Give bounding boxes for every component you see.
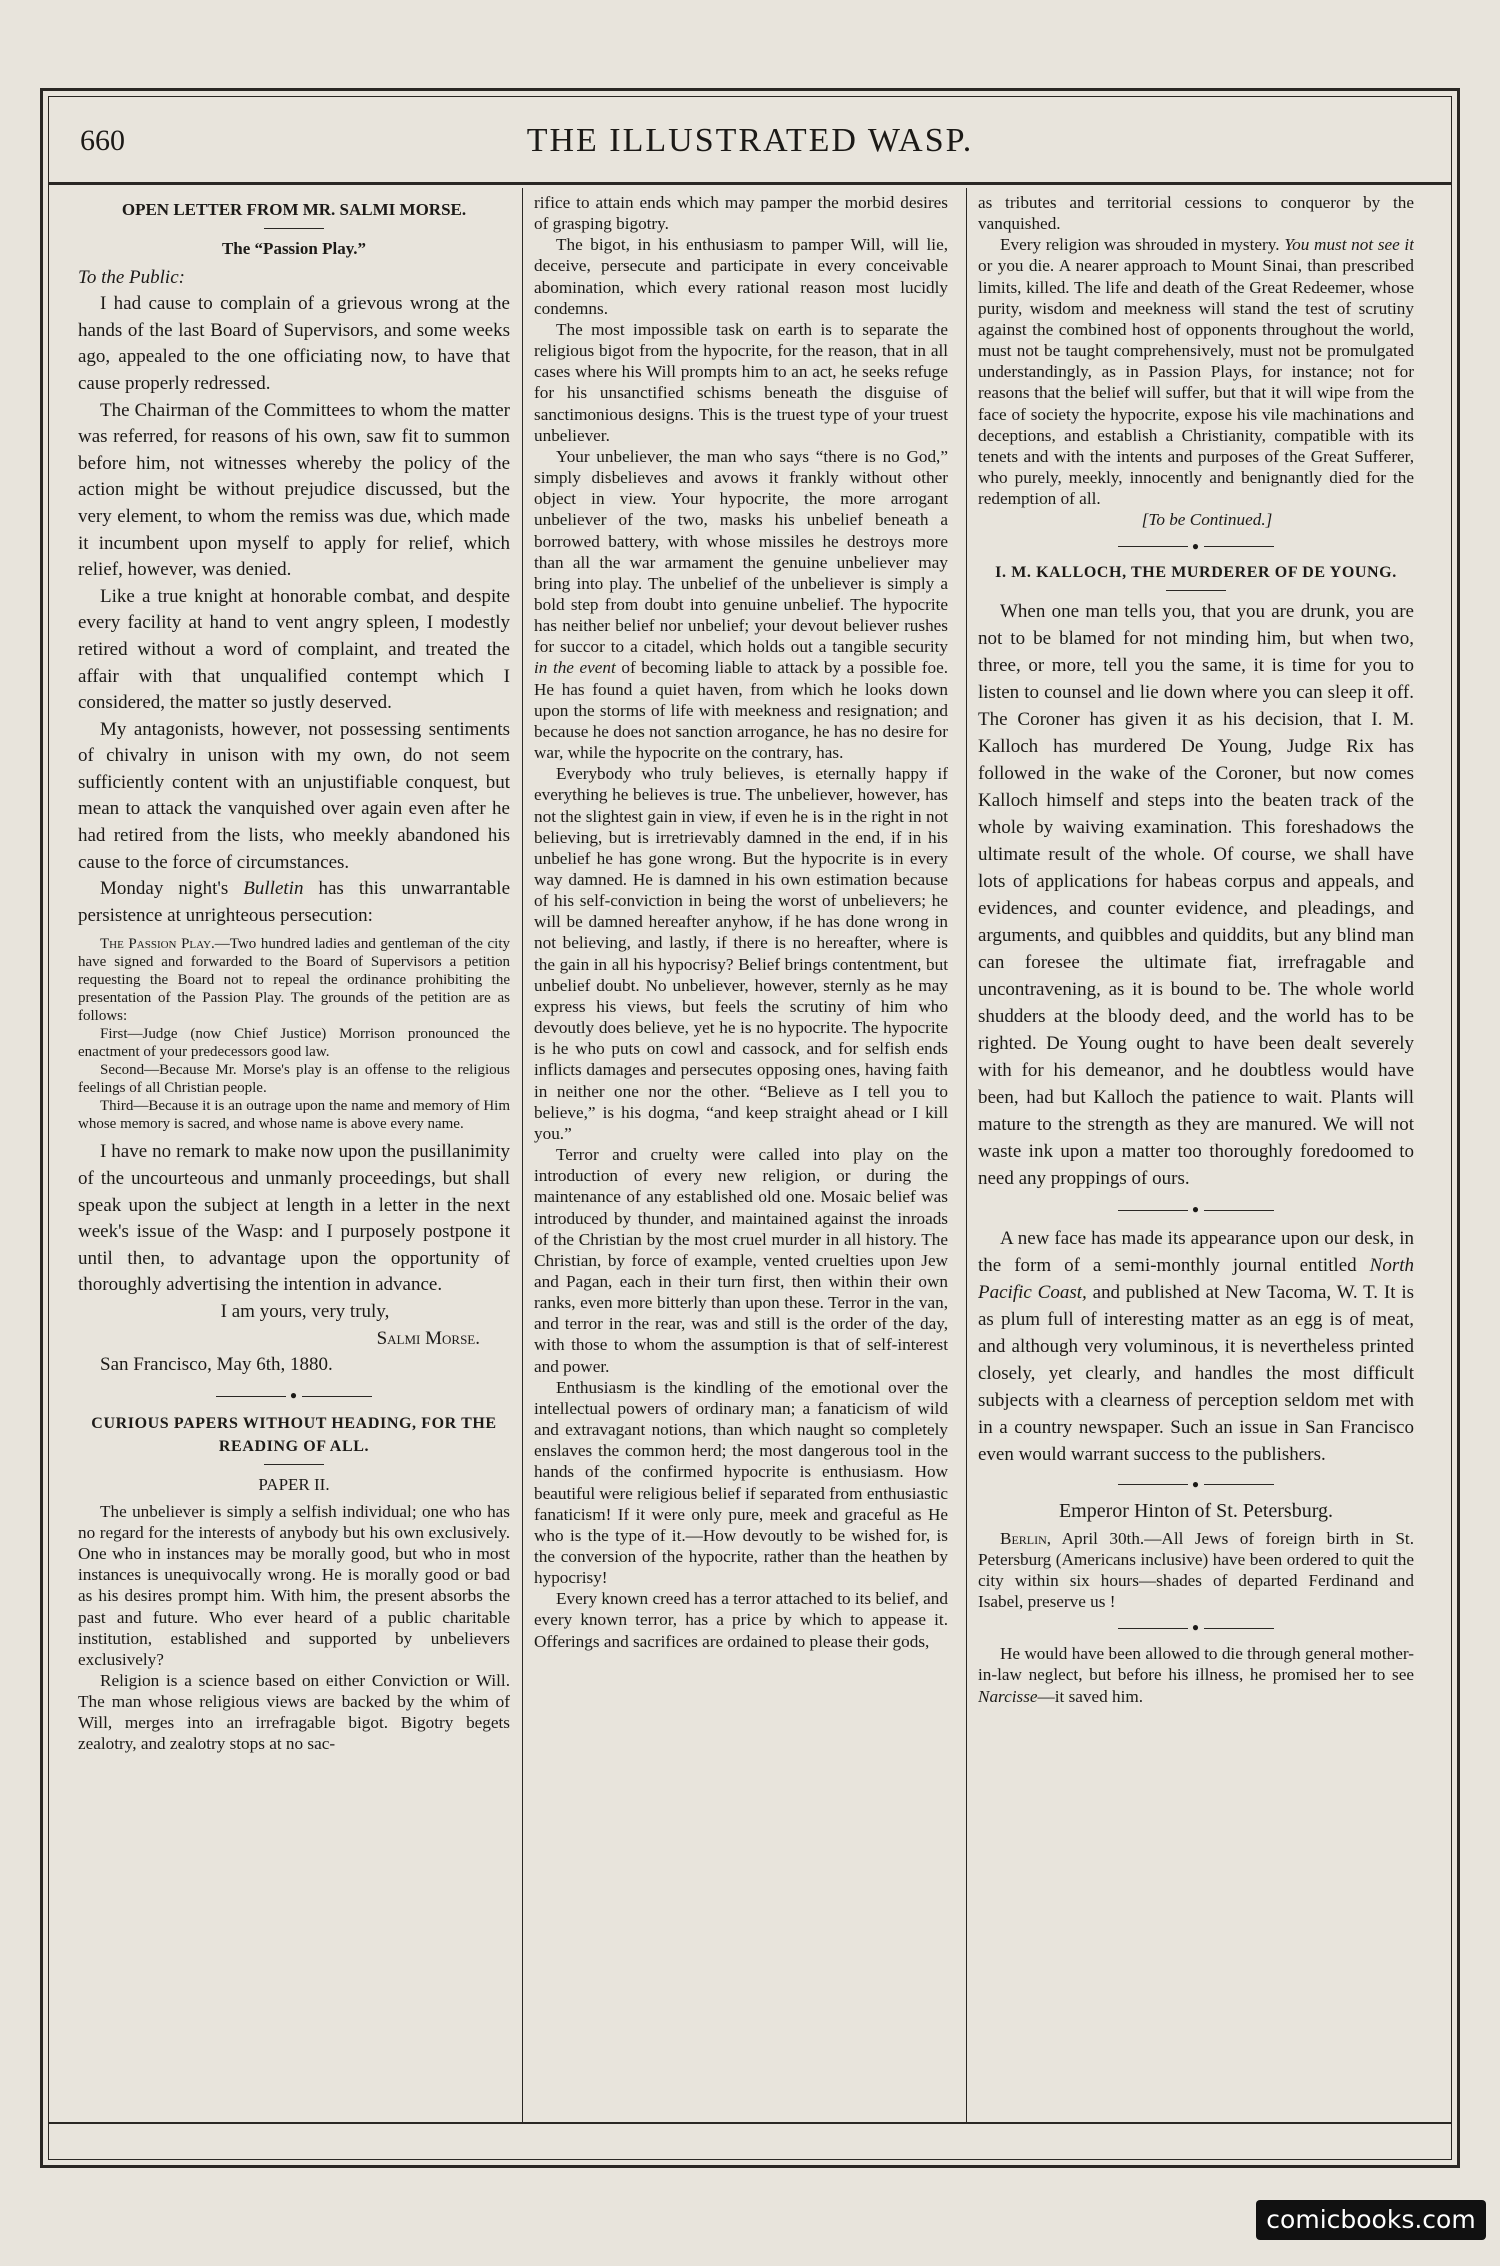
paragraph: Religion is a science based on either Conviction or Will. The man whose religious views are backed by the whim of Will, merges into an irrefragable bigot. Bigotry begets zealotry, and zealotry stops at no sac- — [78, 1671, 510, 1754]
paragraph: Terror and cruelty were called into play on the introduction of every new religion, or during the maintenance of any established old one. Mosaic belief was introduced by thunder, and maintained against the inroads of the Christian by the most cruel murder in all history. The Christian, by force of example, vented cruelties upon Jew and Pagan, each in their turn first, then within their own ranks, even more bitterly than upon these. Terror in the van, and terror in the rear, was and still is the order of the day, with those to whom the assumption is that of self-interest and power. — [534, 1145, 948, 1376]
article-subtitle: The “Passion Play.” — [221, 238, 367, 258]
page-header — [60, 118, 1440, 174]
paragraph: A new face has made its appearance upon our desk, in the form of a semi-monthly journal entitled North Pacific Coast, and published at New Tacoma, W. T. It is as plum full of interesting matter as an egg is of meat, and although very voluminous, it is nevertheless printed closely, yet clearly, and handles the most difficult subjects with a clearness of perception seldom met with in a country newspaper. Such an issue in San Francisco even would warrant success to the publishers. — [978, 1227, 1414, 1465]
to-be-continued: [To be Continued.] — [1141, 510, 1273, 530]
paragraph: Berlin, April 30th.—All Jews of foreign birth in St. Petersburg (Americans inclusive) have been ordered to quit the city within six hours—shades of departed Ferdinand and Isabel, preserve us ! — [978, 1528, 1414, 1612]
quote-paragraph: Second—Because Mr. Morse's play is an offense to the religious feelings of all Christian people. — [78, 1062, 510, 1097]
paragraph: rifice to attain ends which may pamper the morbid desires of grasping bigotry. — [534, 193, 948, 234]
title-rule — [264, 1464, 324, 1465]
kalloch-body — [978, 599, 1414, 1468]
paragraph: as tributes and territorial cessions to conqueror by the vanquished. — [978, 193, 1414, 234]
paragraph: When one man tells you, that you are drunk, you are not to be blamed for not minding him, but when two, three, or more, tell you the same, it is time for you to listen to counsel and lie down where you can sleep it off. The Coroner has given it as his decision, that I. M. Kalloch has murdered De Young, Judge Rix has followed in the wake of the Coroner, but now comes Kalloch himself and steps into the beaten track of the whole by waiving examination. This foreshadows the ultimate result of the whole. Of course, we shall have lots of applications for habeas corpus and appeals, and evidences, and counter evidence, and pleadings, and arguments, and quibbles and quiddits, but any blind man can foresee the ultimate fiat, irrefragable and uncontravening, as it is bound to be. The whole world shudders at the bloody deed, and the world has to be righted. De Young ought to have been dealt severely with for his demeanor, and he doubtless would have been, had but Kalloch the patience to wait. Plants will mature to the strength as they are manured. We will not waste ink upon a matter too thoroughly foredoomed to need any proppings of ours. — [978, 601, 1414, 1189]
paragraph: The unbeliever is simply a selfish individual; one who has no regard for the interests of anybody but his own exclusively. One who in instances may be morally good, but who in most instances is unequivocally wrong. He is morally good or bad as his desires prompt him. With him, the present absorbs the past and future. Who ever heard of a public charitable institution, established and supported by unbelievers exclusively? — [78, 1501, 510, 1669]
column-3 — [978, 192, 1414, 2117]
column-divider-1 — [522, 188, 523, 2123]
paragraph: The bigot, in his enthusiasm to pamper Will, will lie, deceive, persecute and participate in every conceivable abomination, which every rational reason most lucidly condemns. — [534, 235, 948, 318]
signature: Salmi Morse. — [376, 1327, 480, 1349]
article-title-curious-papers: CURIOUS PAPERS WITHOUT HEADING, FOR THE READING OF ALL. — [91, 1414, 497, 1455]
bottom-rule — [48, 2122, 1452, 2124]
column-2 — [534, 192, 948, 2117]
section-ornament: ● — [978, 1620, 1414, 1635]
paragraph: Everybody who truly believes, is eternally happy if everything he believes is true. The unbeliever, however, has not the slightest gain in view, if even he is in the right in not believing, but is irretrievably damned in the end, if in his unbelief he has gone wrong. But the hypocrite is in every way damned. He is damned in his own estimation because of his self-conviction in being the worst of unbelievers; he will be damned hereafter anyhow, if he has done wrong in not believing, and lastly, if there is no hereafter, where is the gain in all his hypocrisy? Belief brings contentment, but unbelief doubt. No unbeliever, however, sternly as he may express his views, but feels the scrutiny of him who devoutly does believe, yet he is no hypocrite. The hypocrite is he who puts on cowl and cassock, and for selfish ends inflicts damages and persecutes opposing ones, having faith in neither one nor the other. “Believe as I tell you to believe,” is his dogma, “and keep straight ahead or I kill you.” — [534, 764, 948, 1143]
paragraph: Enthusiasm is the kindling of the emotional over the intellectual powers of ordinary man; a fanaticism of wild and extravagant notions, than which naught so completely enslaves the common herd; the most dangerous tool in the hands of the confirmed hypocrite is enthusiasm. How beautiful were religious belief if separated from enthusiastic fanaticism! If it were only pure, meek and graceful as He who is the type of it.—How devoutly to be wished for, is the conversion of the hypocrite, rather than the heathen by hypocrisy! — [534, 1377, 948, 1588]
paragraph: Like a true knight at honorable combat, and despite every facility at hand to vent angry spleen, I modestly retired without a word of complaint, and treated the affair with that unqualified contempt which I considered, the matter so justly deserved. — [78, 585, 510, 714]
paragraph: The Chairman of the Committees to whom the matter was referred, for reasons of his own, saw fit to summon before him, not witnesses whereby the policy of the action might be without prejudice discussed, but the very element, to whom the remiss was due, which made it incumbent upon myself to apply for relief, which relief, however, was denied. — [78, 399, 510, 581]
section-ornament: ● — [978, 1201, 1414, 1218]
salutation: To the Public: — [78, 266, 185, 288]
header-rule — [48, 182, 1452, 185]
paragraph: My antagonists, however, not possessing sentiments of chivalry in unison with my own, do not seem sufficiently content with an unjustifiable conquest, but mean to attack the vanquished over again even after he had retired from the lists, who meekly abandoned his cause to the force of circumstances. — [78, 718, 510, 873]
quote-paragraph: First—Judge (now Chief Justice) Morrison pronounced the enactment of your predecessors good law. — [78, 1026, 510, 1061]
dateline: San Francisco, May 6th, 1880. — [100, 1354, 333, 1376]
masthead-title: THE ILLUSTRATED WASP. — [526, 122, 974, 159]
section-ornament: ● — [78, 1387, 510, 1404]
paragraph: Monday night's Bulletin has this unwarrantable persistence at unrighteous persecution: — [78, 878, 510, 926]
paragraph: I have no remark to make now upon the pusillanimity of the uncourteous and unmanly proceedings, but shall speak upon the subject at length in a letter in the next week's issue of the Wasp: and I purposely postpone it until then, to advantage upon the opportunity of thoroughly advertising the intention in advance. — [78, 1141, 510, 1296]
quote-paragraph: The Passion Play.—Two hundred ladies and gentleman of the city have signed and forwarded to the Board of Supervisors a petition requesting the Board not to repeal the ordinance prohibiting the presentation of the Passion Play. The grounds of the petition are as follows: — [78, 936, 510, 1025]
article-title-kalloch: I. M. KALLOCH, THE MURDERER OF DE YOUNG. — [995, 564, 1397, 582]
article-title-emperor-hinton: Emperor Hinton of St. Petersburg. — [1058, 1500, 1334, 1523]
paragraph: Your unbeliever, the man who says “there is no God,” simply disbelieves and avows it frankly without other object in view. Your hypocrite, the more arrogant unbeliever of the two, masks his unbelief beneath a borrowed battery, with whose missiles he destroys more than all the war armament the genuine unbeliever may bring into play. The unbelief of the unbeliever is simply a bold step from doubt into genuine unbelief. The hypocrite has neither belief nor unbelief; your devout believer rushes for succor to a citadel, which holds out a tangible security in the event of becoming liable to attack by a possible foe. He has found a quiet haven, from which he looks down upon the storms of life with meekness and resignation; and because he does not sanction arrogance, he has no desire for war, while the hypocrite on the contrary, has. — [534, 446, 948, 763]
closing: I am yours, very truly, — [220, 1301, 390, 1322]
watermark-logo: comicbooks.com — [1256, 2200, 1486, 2240]
paragraph: He would have been allowed to die through general mother-in-law neglect, but before his illness, he promised her to see Narcisse—it saved him. — [978, 1644, 1414, 1706]
column-1 — [78, 192, 510, 2117]
title-rule — [264, 228, 324, 229]
paragraph: The most impossible task on earth is to separate the religious bigot from the hypocrite, for the reason, that in all cases where his Will prompts him to an act, he seeks refuge for his unsanctified schisms beneath the disguise of sanctimonious designs. This is the truest type of your truest unbeliever. — [534, 319, 948, 445]
paragraph: Every religion was shrouded in mystery. You must not see it or you die. A nearer approach to Mount Sinai, than prescribed limits, killed. The life and death of the Great Redeemer, whose purity, wisdom and meekness will stand the test of scrutiny against the combined host of opponents throughout the world, must not be taught comprehensively, must not be promulgated understandingly, as in Passion Plays, for instance; not for reasons that the belief will suffer, but that it will wipe from the face of society the hypocrite, expose his vile machinations and deceptions, and establish a Christianity, compatible with its tenets and with the intents and purposes of the Great Sufferer, who purely, meekly, innocently and benignantly died for the redemption of all. — [978, 235, 1414, 509]
column-divider-2 — [966, 188, 967, 2123]
quote-paragraph: Third—Because it is an outrage upon the name and memory of Him whose memory is sacred, and whose name is above every name. — [78, 1098, 510, 1133]
title-rule — [1166, 590, 1226, 591]
curious-papers-body — [78, 1501, 510, 1755]
paper-label: PAPER II. — [258, 1474, 330, 1494]
paragraph: I had cause to complain of a grievous wrong at the hands of the last Board of Supervisors, and some weeks ago, appealed to the one officiating now, to have that cause properly redressed. — [78, 293, 510, 394]
page-number: 660 — [80, 124, 125, 157]
section-ornament: ● — [978, 539, 1414, 554]
article-title-open-letter: OPEN LETTER FROM MR. SALMI MORSE. — [121, 200, 467, 219]
quoted-bulletin — [78, 935, 510, 1133]
section-ornament: ● — [978, 1477, 1414, 1492]
paragraph: Every known creed has a terror attached to its belief, and every known terror, has a price by which to appease it. Offerings and sacrifices are ordained to please their gods, — [534, 1589, 948, 1651]
